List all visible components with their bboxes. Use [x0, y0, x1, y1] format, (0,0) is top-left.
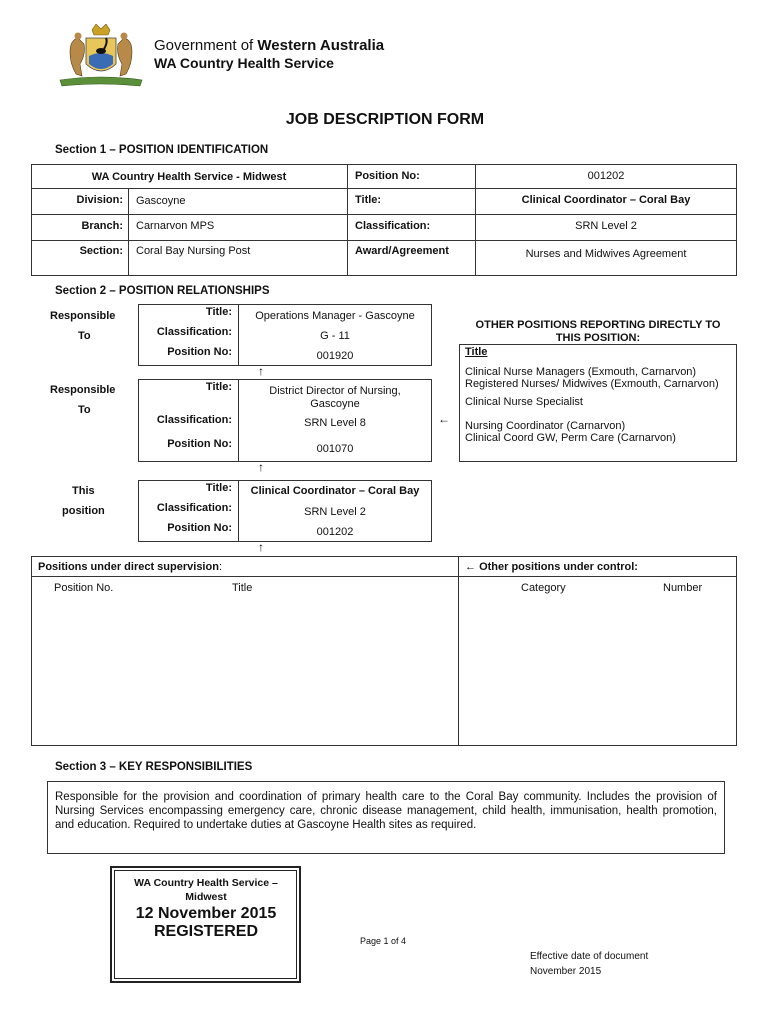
box2-title-label: Title:	[205, 381, 232, 393]
this-label: This	[72, 485, 95, 497]
box2-classification-value: SRN Level 8	[304, 417, 366, 429]
branch-value: Carnarvon MPS	[136, 220, 215, 232]
section-label: Section:	[79, 245, 123, 257]
division-value: Gascoyne	[136, 195, 186, 207]
stamp-status: REGISTERED	[153, 923, 258, 940]
box3-position-no-value: 001202	[316, 526, 354, 538]
title-value: Clinical Coordinator – Coral Bay	[521, 194, 691, 206]
other-position-item: Nursing Coordinator (Carnarvon)	[465, 420, 626, 432]
branch-label: Branch:	[81, 220, 123, 232]
box1-classification-value: G - 11	[320, 330, 350, 342]
government-name	[154, 37, 384, 54]
wa-coat-of-arms-logo	[54, 24, 148, 92]
section1-heading: Section 1 – POSITION IDENTIFICATION	[55, 144, 269, 156]
col-title: Title	[232, 582, 253, 594]
other-control-label-text: Other positions under control:	[479, 561, 638, 573]
supervision-table	[31, 556, 737, 746]
box3-position-no-label: Position No:	[167, 522, 232, 534]
other-position-item: Registered Nurses/ Midwives (Exmouth, Carnarvon)	[465, 378, 719, 390]
box1-position-no-value: 001920	[316, 350, 354, 362]
award-value: Nurses and Midwives Agreement	[525, 248, 687, 260]
arrow-left-icon: ←	[438, 412, 450, 426]
box3-title-label: Title:	[205, 482, 232, 494]
box3-classification-label: Classification:	[156, 502, 232, 514]
title-label: Title:	[355, 194, 382, 206]
arrow-up-icon: ↑	[258, 460, 264, 474]
box1-position-no-label: Position No:	[167, 346, 232, 358]
arrow-up-icon: ↑	[258, 540, 264, 554]
box3-classification-value: SRN Level 2	[304, 506, 366, 518]
classification-value: SRN Level 2	[575, 220, 637, 232]
col-position-no: Position No.	[54, 582, 114, 594]
agency-name: WA Country Health Service	[154, 55, 334, 71]
box1-title-value: Operations Manager - Gascoyne	[255, 310, 415, 322]
arrow-left-icon: ←	[465, 561, 476, 573]
stamp-org: WA Country Health Service – Midwest	[134, 877, 278, 903]
classification-label: Classification:	[355, 220, 431, 232]
gov-name-normal: Government of	[154, 37, 258, 54]
section-value: Coral Bay Nursing Post	[136, 245, 251, 257]
gov-name-bold: Western Australia	[257, 37, 385, 54]
other-position-item: Clinical Coord GW, Perm Care (Carnarvon)	[465, 432, 676, 444]
org-name: WA Country Health Service - Midwest	[91, 171, 287, 183]
position-no-label: Position No:	[355, 170, 420, 182]
box2-title-value: District Director of Nursing, Gascoyne	[269, 385, 401, 410]
section2-heading: Section 2 – POSITION RELATIONSHIPS	[55, 285, 270, 297]
other-positions-heading: OTHER POSITIONS REPORTING DIRECTLY TO THIS POSITION:	[475, 319, 721, 344]
box2-classification-label: Classification:	[156, 414, 232, 426]
other-positions-title-label: Title	[465, 346, 488, 358]
box2-position-no-label: Position No:	[167, 438, 232, 450]
supervision-label	[38, 561, 222, 573]
position-no-value: 001202	[587, 170, 625, 182]
effective-date-value: November 2015	[530, 966, 602, 977]
stamp-date: 12 November 2015	[135, 905, 277, 922]
box1-classification-label: Classification:	[156, 326, 232, 338]
to-label-1: To	[78, 330, 91, 342]
responsible-label-1: Responsible	[50, 310, 116, 322]
box3-title-value: Clinical Coordinator – Coral Bay	[250, 485, 420, 497]
arrow-up-icon: ↑	[258, 364, 264, 378]
position-label: position	[62, 505, 105, 517]
other-position-item: Clinical Nurse Specialist	[465, 396, 583, 408]
section3-heading: Section 3 – KEY RESPONSIBILITIES	[55, 761, 253, 773]
col-category: Category	[521, 582, 566, 594]
to-label-2: To	[78, 404, 91, 416]
page-title: JOB DESCRIPTION FORM	[285, 111, 485, 128]
effective-date-label: Effective date of document	[530, 951, 649, 962]
other-position-item: Clinical Nurse Managers (Exmouth, Carnarvon)	[465, 366, 697, 378]
supervision-label-colon: :	[218, 561, 222, 573]
other-positions-list	[465, 366, 733, 444]
award-label: Award/Agreement	[355, 245, 449, 257]
box2-position-no-value: 001070	[316, 443, 354, 455]
page-number: Page 1 of 4	[360, 936, 407, 946]
box1-title-label: Title:	[205, 306, 232, 318]
key-responsibilities-text: Responsible for the provision and coordination of primary health care to the Coral Bay community. Includes the provision of Nursing Services encompassing emergency care, chronic disease management, child health, immunisation, health promotion, and education. Required to undertake duties at Gascoyne Health sites as required.	[55, 791, 717, 831]
supervision-label-text: Positions under direct supervision	[38, 561, 219, 573]
division-label: Division:	[76, 194, 123, 206]
col-number: Number	[663, 582, 703, 594]
other-control-label	[465, 561, 638, 573]
responsible-label-2: Responsible	[50, 384, 116, 396]
